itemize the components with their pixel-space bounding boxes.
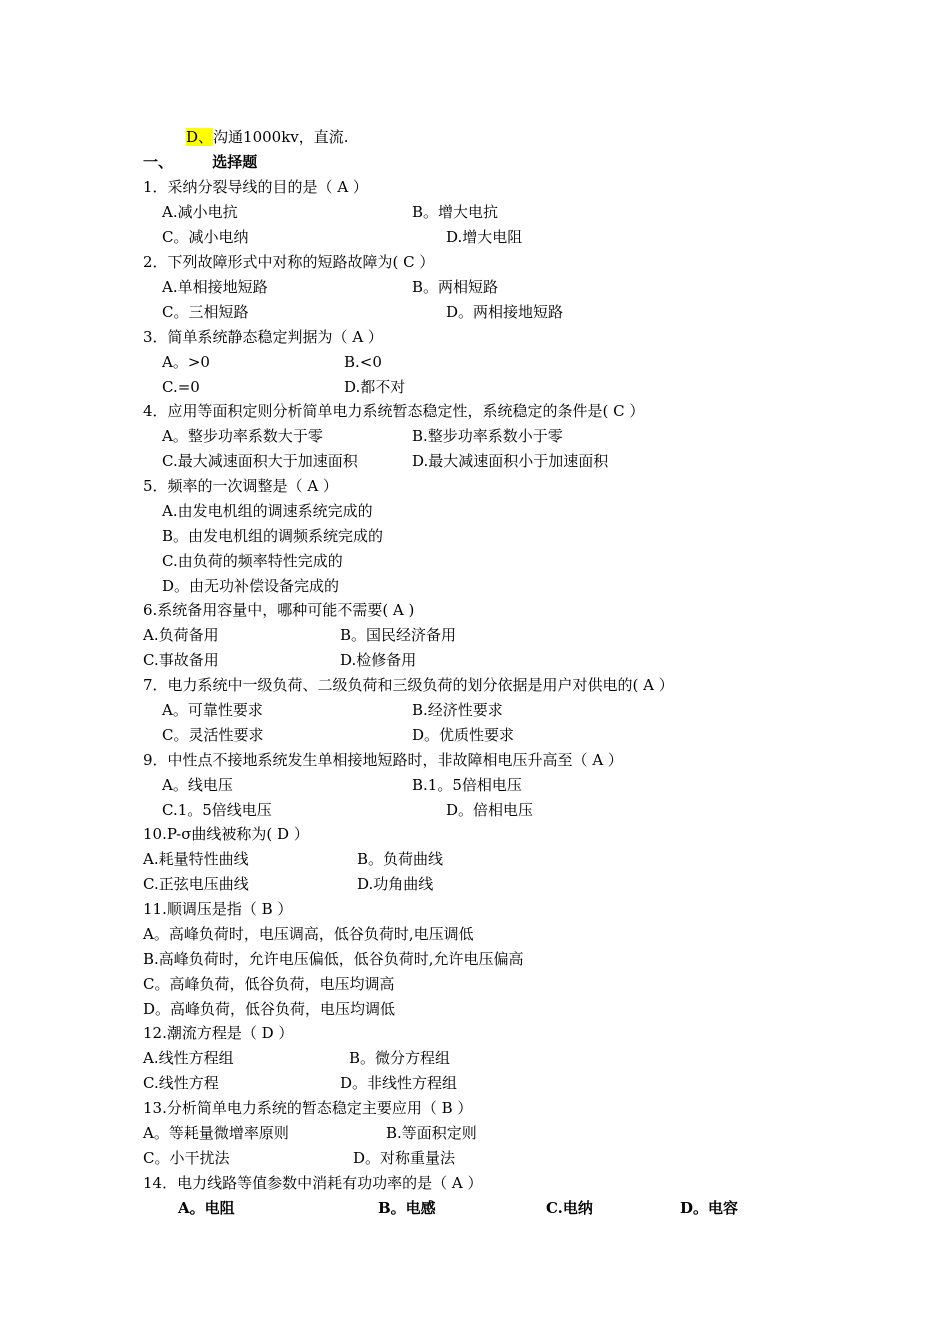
q9-option-d: D。倍相电压 [446, 801, 534, 819]
q14-option-c: C.电纳 [546, 1199, 593, 1217]
q1-option-a: A.减小电抗 [162, 203, 238, 221]
q2-option-b: B。两相短路 [412, 278, 499, 296]
q12-option-b: B。微分方程组 [349, 1049, 451, 1067]
q11-option-b: B.高峰负荷时，允许电压偏低，低谷负荷时,允许电压偏高 [143, 950, 524, 968]
q10-option-b: B。负荷曲线 [357, 850, 444, 868]
q5-option-d: D。由无功补偿设备完成的 [162, 577, 340, 595]
q7-option-b: B.经济性要求 [412, 701, 503, 719]
q11-option-c: C。高峰负荷，低谷负荷，电压均调高 [143, 975, 395, 993]
q5-option-b: B。由发电机组的调频系统完成的 [162, 527, 384, 545]
q13-option-d: D。对称重量法 [353, 1149, 456, 1167]
q11-option-a: A。高峰负荷时，电压调高，低谷负荷时,电压调低 [143, 925, 474, 943]
q9-stem: 9．中性点不接地系统发生单相接地短路时，非故障相电压升高至（ A ） [143, 751, 623, 769]
q3-stem: 3．简单系统静态稳定判据为（ A ） [143, 328, 383, 346]
q14-option-a: A。电阻 [178, 1199, 235, 1217]
section-title: 选择题 [212, 153, 258, 171]
q13-option-b: B.等面积定则 [386, 1124, 477, 1142]
q3-option-d: D.都不对 [344, 378, 406, 396]
intro-line [186, 127, 349, 147]
q12-option-a: A.线性方程组 [143, 1049, 234, 1067]
q1-stem: 1．采纳分裂导线的目的是（ A ） [143, 178, 368, 196]
q4-option-d: D.最大减速面积小于加速面积 [412, 452, 609, 470]
q9-option-b: B.1。5倍相电压 [412, 776, 522, 794]
q5-stem: 5．频率的一次调整是（ A ） [143, 477, 338, 495]
q13-stem: 13.分析简单电力系统的暂态稳定主要应用（ B ） [143, 1099, 473, 1117]
q6-option-c: C.事故备用 [143, 651, 219, 669]
q7-stem: 7．电力系统中一级负荷、二级负荷和三级负荷的划分依据是用户对供电的( A ） [143, 676, 674, 694]
q6-stem: 6.系统备用容量中，哪种可能不需要( A ) [143, 601, 415, 619]
q3-option-c: C.=0 [162, 378, 200, 396]
q12-stem: 12.潮流方程是（ D ） [143, 1024, 294, 1042]
q6-option-d: D.检修备用 [340, 651, 417, 669]
q14-option-b: B。电感 [378, 1199, 436, 1217]
section-number: 一、 [143, 153, 174, 171]
q14-stem: 14．电力线路等值参数中消耗有功功率的是（ A ） [143, 1174, 483, 1192]
q5-option-a: A.由发电机组的调速系统完成的 [162, 502, 373, 520]
q7-option-c: C。灵活性要求 [162, 726, 264, 744]
q6-option-a: A.负荷备用 [143, 626, 219, 644]
q11-stem: 11.顺调压是指（ B ） [143, 900, 293, 918]
q6-option-b: B。国民经济备用 [340, 626, 457, 644]
q2-option-c: C。三相短路 [162, 303, 249, 321]
q10-option-a: A.耗量特性曲线 [143, 850, 249, 868]
q4-stem: 4．应用等面积定则分析简单电力系统暂态稳定性，系统稳定的条件是( C ） [143, 402, 645, 420]
q1-option-d: D.增大电阻 [446, 228, 523, 246]
q10-option-d: D.功角曲线 [357, 875, 434, 893]
q2-option-a: A.单相接地短路 [162, 278, 268, 296]
q1-option-c: C。减小电纳 [162, 228, 249, 246]
q5-option-c: C.由负荷的频率特性完成的 [162, 552, 343, 570]
q2-stem: 2．下列故障形式中对称的短路故障为( C ） [143, 253, 435, 271]
q4-option-b: B.整步功率系数小于零 [412, 427, 563, 445]
q12-option-d: D。非线性方程组 [340, 1074, 458, 1092]
q9-option-a: A。线电压 [162, 776, 233, 794]
q9-option-c: C.1。5倍线电压 [162, 801, 272, 819]
q13-option-c: C。小干扰法 [143, 1149, 230, 1167]
q10-option-c: C.正弦电压曲线 [143, 875, 249, 893]
q4-option-c: C.最大减速面积大于加速面积 [162, 452, 358, 470]
q3-option-b: B.<0 [344, 353, 382, 371]
q13-option-a: A。等耗量微增率原则 [143, 1124, 289, 1142]
q12-option-c: C.线性方程 [143, 1074, 219, 1092]
q11-option-d: D。高峰负荷，低谷负荷，电压均调低 [143, 1000, 396, 1018]
q4-option-a: A。整步功率系数大于零 [162, 427, 323, 445]
q14-option-d: D。电容 [680, 1199, 739, 1217]
q7-option-d: D。优质性要求 [412, 726, 515, 744]
q3-option-a: A。>0 [162, 353, 210, 371]
q1-option-b: B。增大电抗 [412, 203, 499, 221]
q2-option-d: D。两相接地短路 [446, 303, 564, 321]
q7-option-a: A。可靠性要求 [162, 701, 263, 719]
q10-stem: 10.P-σ曲线被称为( D ） [143, 825, 309, 843]
highlighted-option-letter: D、 [186, 128, 214, 146]
intro-text: 沟通1000kv，直流. [213, 128, 349, 146]
section-heading [143, 152, 257, 172]
